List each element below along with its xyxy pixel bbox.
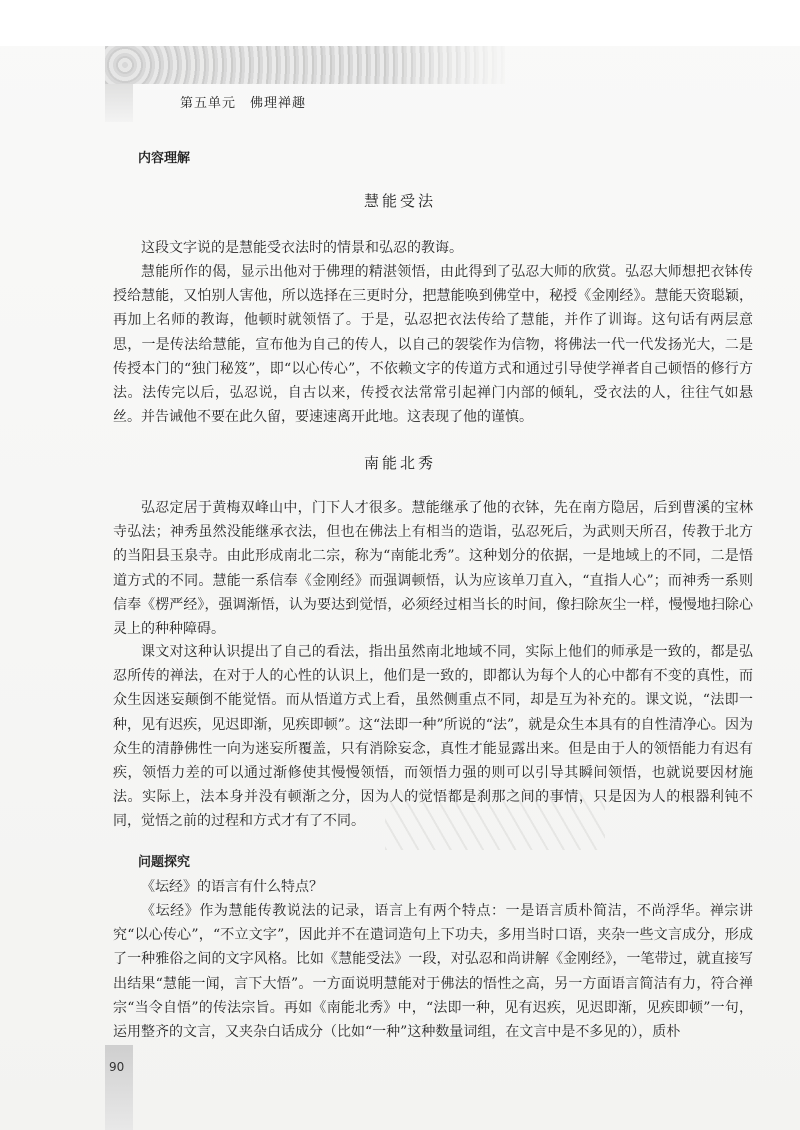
inquiry-answer: 《坛经》作为慧能传教说法的记录，语言上有两个特点：一是语言质朴简洁，不尚浮华。禅宗讲究“以心传心”，“不立文字”，因此并不在遣词造句上下功夫，多用当时口语，夹杂一些文言成分，形成了一种雅俗之间的文字风格。比如《慧能受法》一段，对弘忍和尚讲解《金刚经》，一笔带过，就直接写出结果“慧能一闻，言下大悟”。一方面说明慧能对于佛法的悟性之高，另一方面语言简洁有力，符合禅宗“当令自悟”的传法宗旨。再如《南能北秀》中，“法即一种，见有迟疾，见迟即渐，见疾即顿”一句，运用整齐的文言，又夹杂白话成分（比如“一种”这种数量词组，在文言中是不多见的），质朴: [113, 903, 753, 1041]
top-margin: [0, 0, 800, 46]
page-number-tab: [105, 1045, 133, 1130]
inquiry-question: 《坛经》的语言有什么特点？: [141, 879, 323, 895]
subheading-huineng: 慧能受法: [363, 192, 436, 210]
faded-watermark: [385, 790, 605, 850]
page-number: 90: [109, 1060, 125, 1074]
header-side-strip: [105, 84, 133, 122]
paragraph: 这段文字说的是慧能受衣法时的情景和弘忍的教诲。: [141, 240, 463, 256]
paragraph: 弘忍定居于黄梅双峰山中，门下人才很多。慧能继承了他的衣钵，先在南方隐居，后到曹溪的宝林寺弘法；神秀虽然没能继承衣法，但也在佛法上有相当的造诣，弘忍死后，为武则天所召，传教于北方的当阳县玉泉寺。由此形成南北二宗，称为“南能北秀”。这种划分的依据，一是地域上的不同，二是悟道方式的不同。慧能一系信奉《金刚经》而强调顿悟，认为应该单刀直入，“直指人心”；而神秀一系则信奉《楞严经》，强调渐悟，认为要达到觉悟，必须经过相当长的时间，像扫除灰尘一样，慢慢地扫除心灵上的种种障碍。: [113, 500, 753, 638]
running-header: 第五单元 佛理禅趣: [180, 96, 307, 111]
section-label-inquiry: 问题探究: [138, 855, 191, 870]
header-decoration: [105, 46, 505, 84]
paragraph: 课文对这种认识提出了自己的看法，指出虽然南北地域不同，实际上他们的师承是一致的，都是弘忍所传的禅法，在对于人的心性的认识上，他们是一致的，即都认为每个人的心中都有不变的真性，而众生因迷妄颠倒不能觉悟。而从悟道方式上看，虽然侧重点不同，却是互为补充的。课文说，“法即一种，见有迟疾，见迟即渐，见疾即顿”。这“法即一种”所说的“法”，就是众生本具有的自性清净心。因为众生的清静佛性一向为迷妄所覆盖，只有消除妄念，真性才能显露出来。但是由于人的领悟能力有迟有疾，领悟力差的可以通过渐修使其慢慢领悟，而领悟力强的则可以引导其瞬间领悟，也就说要因材施法。实际上，法本身并没有顿渐之分，因为人的觉悟都是刹那之间的事情，只是因为人的根器利钝不同，觉悟之前的过程和方式才有了不同。: [113, 644, 753, 830]
subheading-nanneng-beixiu: 南能北秀: [363, 454, 436, 472]
paragraph: 慧能所作的偈，显示出他对于佛理的精湛领悟，由此得到了弘忍大师的欣赏。弘忍大师想把衣钵传授给慧能，又怕别人害他，所以选择在三更时分，把慧能唤到佛堂中，秘授《金刚经》。慧能天资聪颖，再加上名师的教诲，他顿时就领悟了。于是，弘忍把衣法传给了慧能，并作了训诲。这句话有两层意思，一是传法给慧能，宣布他为自己的传人，以自己的袈裟作为信物，将佛法一代一代发扬光大，二是传授本门的“独门秘笈”，即“以心传心”，不依赖文字的传道方式和通过引导使学禅者自己顿悟的修行方法。法传完以后，弘忍说，自古以来，传授衣法常常引起禅门内部的倾轧，受衣法的人，往往气如悬丝。并告诫他不要在此久留，要速速离开此地。这表现了他的谨慎。: [113, 264, 753, 426]
section-label-content: 内容理解: [138, 151, 191, 166]
